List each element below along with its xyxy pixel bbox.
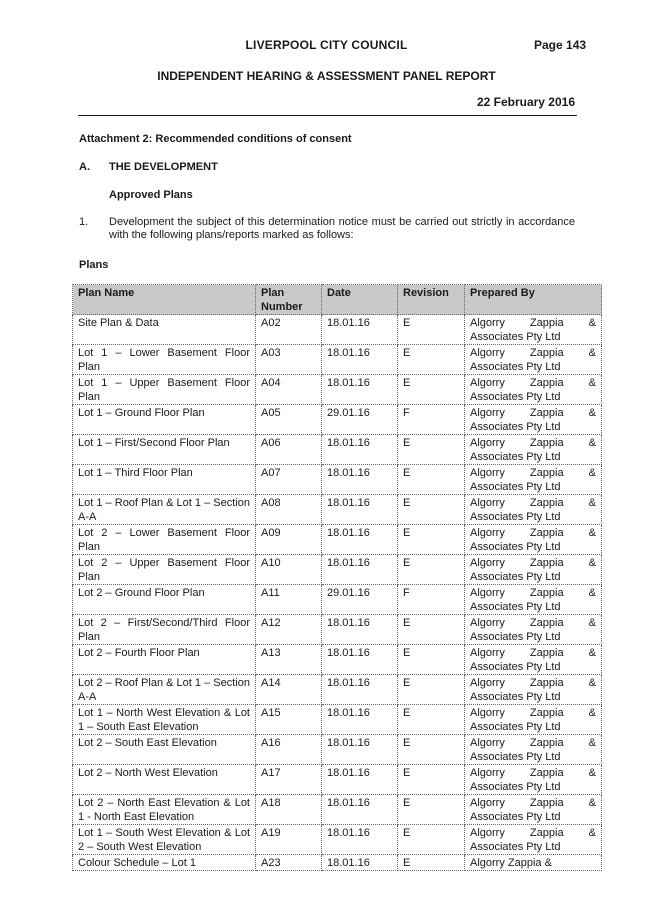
plan-name-cell: Lot 2 – South East Elevation bbox=[73, 735, 256, 765]
plan-name-cell: Lot 2 – Upper Basement Floor Plan bbox=[73, 555, 256, 585]
plan-name-cell: Lot 2 – Roof Plan & Lot 1 – Section A-A bbox=[73, 675, 256, 705]
revision-cell: E bbox=[398, 735, 465, 765]
prepared-by-cell: Algorry Zappia & Associates Pty Ltd bbox=[465, 585, 602, 615]
plan-number-cell: A02 bbox=[256, 315, 322, 345]
plan-name-cell: Lot 1 – Ground Floor Plan bbox=[73, 405, 256, 435]
revision-cell: E bbox=[398, 315, 465, 345]
header-plan-name: Plan Name bbox=[73, 285, 256, 315]
plan-number-cell: A14 bbox=[256, 675, 322, 705]
revision-cell: F bbox=[398, 405, 465, 435]
plan-number-cell: A06 bbox=[256, 435, 322, 465]
table-row bbox=[73, 555, 602, 585]
date-cell: 18.01.16 bbox=[322, 315, 398, 345]
table-row bbox=[73, 465, 602, 495]
plan-number-cell: A12 bbox=[256, 615, 322, 645]
plan-number-cell: A03 bbox=[256, 345, 322, 375]
plans-heading: Plans bbox=[79, 259, 109, 271]
prepared-by-cell: Algorry Zappia & Associates Pty Ltd bbox=[465, 705, 602, 735]
header-plan-number: Plan Number bbox=[256, 285, 322, 315]
table-row bbox=[73, 765, 602, 795]
date-cell: 18.01.16 bbox=[322, 705, 398, 735]
plan-number-cell: A19 bbox=[256, 825, 322, 855]
revision-cell: E bbox=[398, 765, 465, 795]
date-cell: 29.01.16 bbox=[322, 585, 398, 615]
plan-number-cell: A23 bbox=[256, 855, 322, 871]
revision-cell: E bbox=[398, 675, 465, 705]
table-row bbox=[73, 375, 602, 405]
date-cell: 18.01.16 bbox=[322, 525, 398, 555]
date-cell: 18.01.16 bbox=[322, 825, 398, 855]
condition-number: 1. bbox=[79, 216, 89, 228]
prepared-by-cell: Algorry Zappia & Associates Pty Ltd bbox=[465, 405, 602, 435]
report-title: INDEPENDENT HEARING & ASSESSMENT PANEL REPORT bbox=[157, 69, 496, 83]
plan-name-cell: Lot 2 – North East Elevation & Lot 1 - North East Elevation bbox=[73, 795, 256, 825]
plan-name-cell: Lot 2 – Fourth Floor Plan bbox=[73, 645, 256, 675]
revision-cell: E bbox=[398, 465, 465, 495]
table-row bbox=[73, 405, 602, 435]
plans-table-body bbox=[73, 315, 602, 871]
prepared-by-cell: Algorry Zappia & Associates Pty Ltd bbox=[465, 495, 602, 525]
revision-cell: E bbox=[398, 495, 465, 525]
table-row bbox=[73, 435, 602, 465]
revision-cell: E bbox=[398, 795, 465, 825]
table-row bbox=[73, 825, 602, 855]
prepared-by-cell: Algorry Zappia & Associates Pty Ltd bbox=[465, 675, 602, 705]
council-name: LIVERPOOL CITY COUNCIL bbox=[245, 38, 408, 52]
plan-number-cell: A15 bbox=[256, 705, 322, 735]
section-title: THE DEVELOPMENT bbox=[109, 161, 218, 173]
date-cell: 18.01.16 bbox=[322, 465, 398, 495]
prepared-by-cell: Algorry Zappia & Associates Pty Ltd bbox=[465, 645, 602, 675]
plan-number-cell: A17 bbox=[256, 765, 322, 795]
prepared-by-cell: Algorry Zappia & Associates Pty Ltd bbox=[465, 375, 602, 405]
revision-cell: E bbox=[398, 345, 465, 375]
table-row bbox=[73, 735, 602, 765]
subsection-title: Approved Plans bbox=[109, 189, 193, 201]
prepared-by-cell: Algorry Zappia & Associates Pty Ltd bbox=[465, 435, 602, 465]
plan-number-cell: A11 bbox=[256, 585, 322, 615]
table-header-row bbox=[73, 285, 602, 315]
condition-text: Development the subject of this determination notice must be carried out strictly in accordance with the following plans/reports marked as follows: bbox=[109, 216, 575, 241]
table-row bbox=[73, 645, 602, 675]
date-cell: 29.01.16 bbox=[322, 405, 398, 435]
plan-name-cell: Lot 1 – Third Floor Plan bbox=[73, 465, 256, 495]
table-row bbox=[73, 795, 602, 825]
plan-name-cell: Lot 1 – South West Elevation & Lot 2 – South West Elevation bbox=[73, 825, 256, 855]
prepared-by-cell: Algorry Zappia & Associates Pty Ltd bbox=[465, 465, 602, 495]
date-cell: 18.01.16 bbox=[322, 615, 398, 645]
prepared-by-cell: Algorry Zappia & Associates Pty Ltd bbox=[465, 735, 602, 765]
page-number: Page 143 bbox=[534, 38, 587, 52]
table-row bbox=[73, 855, 602, 871]
plan-name-cell: Colour Schedule – Lot 1 bbox=[73, 855, 256, 871]
plan-number-cell: A10 bbox=[256, 555, 322, 585]
prepared-by-cell: Algorry Zappia & bbox=[465, 855, 602, 871]
attachment-title: Attachment 2: Recommended conditions of consent bbox=[79, 133, 352, 145]
date-cell: 18.01.16 bbox=[322, 645, 398, 675]
date-cell: 18.01.16 bbox=[322, 375, 398, 405]
table-row bbox=[73, 705, 602, 735]
section-letter: A. bbox=[79, 161, 90, 173]
table-row bbox=[73, 315, 602, 345]
prepared-by-cell: Algorry Zappia & Associates Pty Ltd bbox=[465, 615, 602, 645]
plan-name-cell: Site Plan & Data bbox=[73, 315, 256, 345]
revision-cell: E bbox=[398, 555, 465, 585]
date-cell: 18.01.16 bbox=[322, 855, 398, 871]
table-row bbox=[73, 345, 602, 375]
revision-cell: E bbox=[398, 645, 465, 675]
table-row bbox=[73, 675, 602, 705]
prepared-by-cell: Algorry Zappia & Associates Pty Ltd bbox=[465, 555, 602, 585]
date-cell: 18.01.16 bbox=[322, 435, 398, 465]
table-row bbox=[73, 495, 602, 525]
plan-name-cell: Lot 1 – Roof Plan & Lot 1 – Section A-A bbox=[73, 495, 256, 525]
revision-cell: E bbox=[398, 825, 465, 855]
plan-number-cell: A04 bbox=[256, 375, 322, 405]
prepared-by-cell: Algorry Zappia & Associates Pty Ltd bbox=[465, 825, 602, 855]
plan-name-cell: Lot 2 – North West Elevation bbox=[73, 765, 256, 795]
plan-number-cell: A08 bbox=[256, 495, 322, 525]
table-row bbox=[73, 615, 602, 645]
report-date: 22 February 2016 bbox=[476, 95, 575, 109]
plan-number-cell: A07 bbox=[256, 465, 322, 495]
date-cell: 18.01.16 bbox=[322, 495, 398, 525]
date-cell: 18.01.16 bbox=[322, 765, 398, 795]
revision-cell: E bbox=[398, 375, 465, 405]
prepared-by-cell: Algorry Zappia & Associates Pty Ltd bbox=[465, 315, 602, 345]
prepared-by-cell: Algorry Zappia & Associates Pty Ltd bbox=[465, 345, 602, 375]
plan-name-cell: Lot 1 – Upper Basement Floor Plan bbox=[73, 375, 256, 405]
plan-number-cell: A05 bbox=[256, 405, 322, 435]
plan-number-cell: A18 bbox=[256, 795, 322, 825]
revision-cell: E bbox=[398, 435, 465, 465]
prepared-by-cell: Algorry Zappia & Associates Pty Ltd bbox=[465, 765, 602, 795]
plan-name-cell: Lot 2 – First/Second/Third Floor Plan bbox=[73, 615, 256, 645]
plan-number-cell: A09 bbox=[256, 525, 322, 555]
date-cell: 18.01.16 bbox=[322, 735, 398, 765]
plan-name-cell: Lot 2 – Ground Floor Plan bbox=[73, 585, 256, 615]
date-cell: 18.01.16 bbox=[322, 555, 398, 585]
revision-cell: E bbox=[398, 705, 465, 735]
plan-name-cell: Lot 1 – North West Elevation & Lot 1 – South East Elevation bbox=[73, 705, 256, 735]
plan-name-cell: Lot 1 – Lower Basement Floor Plan bbox=[73, 345, 256, 375]
plan-name-cell: Lot 2 – Lower Basement Floor Plan bbox=[73, 525, 256, 555]
header-revision: Revision bbox=[398, 285, 465, 315]
prepared-by-cell: Algorry Zappia & Associates Pty Ltd bbox=[465, 795, 602, 825]
header-prepared-by: Prepared By bbox=[465, 285, 602, 315]
plan-number-cell: A13 bbox=[256, 645, 322, 675]
revision-cell: F bbox=[398, 585, 465, 615]
header-date: Date bbox=[322, 285, 398, 315]
revision-cell: E bbox=[398, 525, 465, 555]
header-divider bbox=[78, 115, 577, 116]
plan-name-cell: Lot 1 – First/Second Floor Plan bbox=[73, 435, 256, 465]
date-cell: 18.01.16 bbox=[322, 675, 398, 705]
plans-table bbox=[72, 284, 602, 871]
revision-cell: E bbox=[398, 615, 465, 645]
plan-number-cell: A16 bbox=[256, 735, 322, 765]
revision-cell: E bbox=[398, 855, 465, 871]
prepared-by-cell: Algorry Zappia & Associates Pty Ltd bbox=[465, 525, 602, 555]
table-row bbox=[73, 585, 602, 615]
date-cell: 18.01.16 bbox=[322, 795, 398, 825]
date-cell: 18.01.16 bbox=[322, 345, 398, 375]
table-row bbox=[73, 525, 602, 555]
